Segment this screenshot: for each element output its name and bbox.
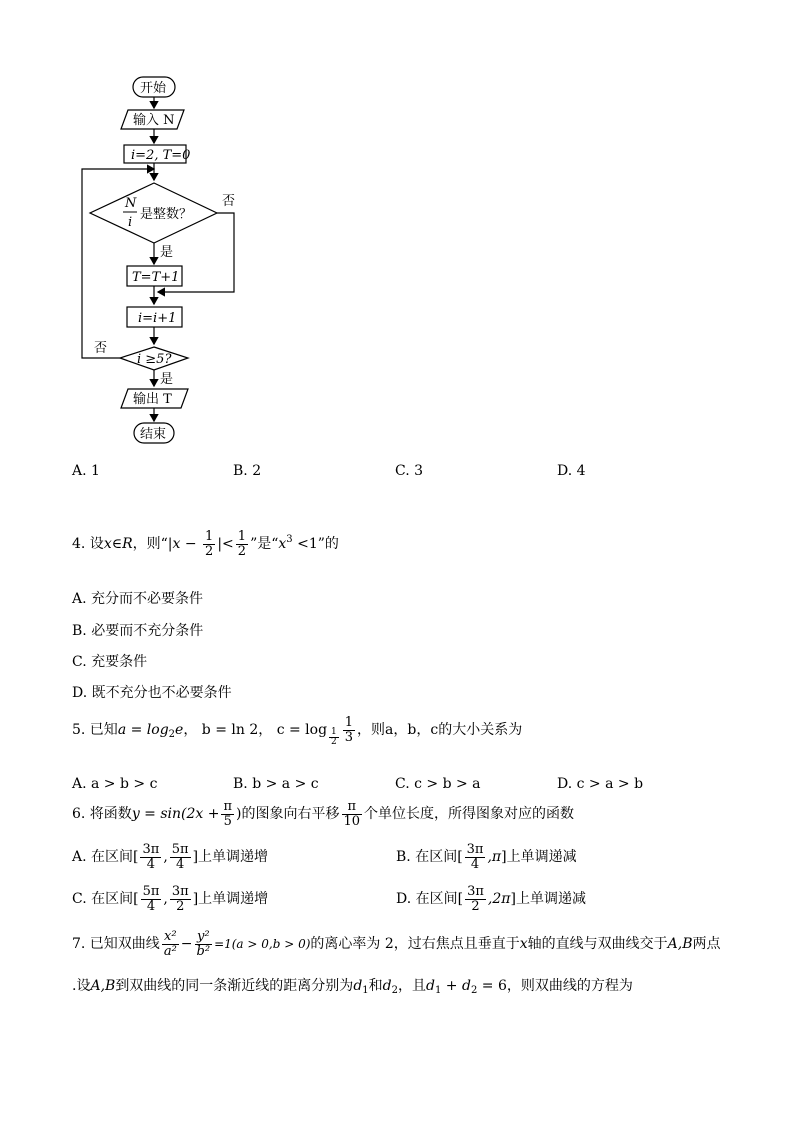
no-label-1: 否 xyxy=(222,194,236,209)
yes-label-1: 是 xyxy=(160,245,174,260)
flowchart xyxy=(0,0,794,460)
q4-option-d[interactable]: D. 既不充分也不必要条件 xyxy=(72,685,232,701)
q5-option-c[interactable]: C. c > b > a xyxy=(395,776,481,792)
condition-text: 是整数？ xyxy=(140,207,193,222)
q6-stem: 6. 将函数y = sin(2x + $\frac{\pi}{5}$ )的图象向右平移 $\frac{\pi}{10}$ 个单位长度，所得图象对应的函数 xyxy=(72,799,575,829)
q7-stem-line1: 7. 已知双曲线 $\frac{\text{x²}}{\text{a²}}$ − $\frac{\text{y²}}{\text{b²}}$ =1(a > 0,b > 0)的离心率为 2，过右焦点且垂直于x轴的直线与双曲线交于A,B两点 xyxy=(72,929,721,959)
q4-option-b[interactable]: B. 必要而不充分条件 xyxy=(72,623,204,639)
q5-option-d[interactable]: D. c > a > b xyxy=(557,776,644,792)
end-label: 结束 xyxy=(140,427,167,442)
q6-option-a[interactable]: A. 在区间[ $\frac{3\pi}{4}$ , $\frac{5\pi}{4}$ ]上单调递增 xyxy=(72,842,269,872)
start-label: 开始 xyxy=(140,81,167,96)
q5-option-a[interactable]: A. a > b > c xyxy=(72,776,158,792)
loop-condition-label: i ≥5? xyxy=(137,352,172,367)
no-label-2: 否 xyxy=(94,341,108,356)
q4-option-a[interactable]: A. 充分而不必要条件 xyxy=(72,591,204,607)
yes-label-2: 是 xyxy=(160,372,174,387)
update-i-label: i=i+1 xyxy=(138,311,177,326)
input-label: 输入 N xyxy=(133,113,175,128)
q6-option-d[interactable]: D. 在区间[ $\frac{3\pi}{2}$ ,2π]上单调递减 xyxy=(396,884,586,914)
q7-stem-line2: .设A,B到双曲线的同一条渐近线的距离分别为$d_1$和$d_2$，且$d_1 + d_2 = 6$，则双曲线的方程为 xyxy=(72,978,633,996)
q3-option-d[interactable]: D. 4 xyxy=(557,463,586,479)
q5-option-b[interactable]: B. b > a > c xyxy=(233,776,319,792)
q3-option-c[interactable]: C. 3 xyxy=(395,463,424,479)
q6-option-b[interactable]: B. 在区间[ $\frac{3\pi}{4}$ ,π]上单调递减 xyxy=(396,842,577,872)
q4-option-c[interactable]: C. 充要条件 xyxy=(72,654,148,670)
q5-stem: 5. 已知$a = \log_2e$， b = ln 2， c = log $\frac{1}{2}$ $\frac{1}{3}$ ，则a，b，c的大小关系为 xyxy=(72,715,523,748)
q6-option-c[interactable]: C. 在区间[ $\frac{5\pi}{4}$ , $\frac{3\pi}{2}$ ]上单调递增 xyxy=(72,884,269,914)
q4-stem: 4. 设x∈R，则“|x − $\frac{1}{2}$ |< $\frac{1}{2}$ ”是“$x^3 <1$”的 xyxy=(72,529,339,559)
condition-numerator: N xyxy=(125,196,137,211)
update-t-label: T=T+1 xyxy=(132,270,180,285)
q3-option-b[interactable]: B. 2 xyxy=(233,463,262,479)
condition-denominator: i xyxy=(128,215,133,230)
output-label: 输出 T xyxy=(133,392,172,407)
init-label: i=2, T=0 xyxy=(131,148,191,163)
q3-option-a[interactable]: A. 1 xyxy=(72,463,100,479)
